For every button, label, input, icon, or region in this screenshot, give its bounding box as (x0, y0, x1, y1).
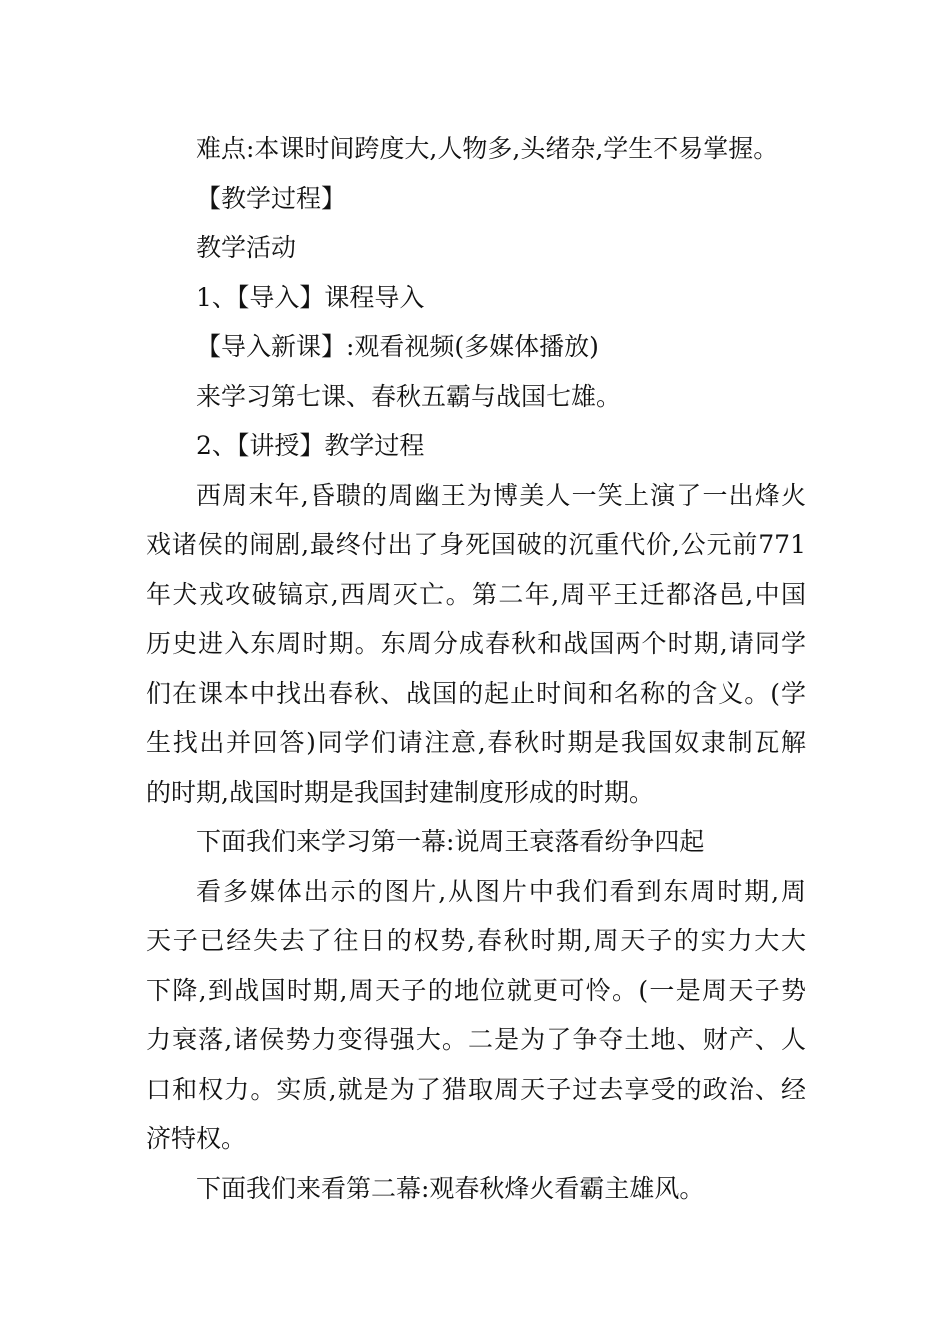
paragraph-line: 的时期,战国时期是我国封建制度形成的时期。 (146, 777, 654, 807)
paragraph-line: 天子已经失去了往日的权势,春秋时期,周天子的实力大大 (146, 926, 806, 955)
act-2-heading: 下面我们来看第二幕:观春秋烽火看霸主雄风。 (196, 1173, 705, 1203)
step-1-heading: 1、【导入】课程导入 (196, 282, 425, 312)
difficulty-line: 难点:本课时间跨度大,人物多,头绪杂,学生不易掌握。 (196, 134, 779, 163)
paragraph-line: 生找出并回答)同学们请注意,春秋时期是我国奴隶制瓦解 (146, 728, 806, 757)
document-body (146, 124, 806, 1213)
section-heading-teaching-process: 【教学过程】 (196, 183, 347, 213)
paragraph-line: 们在课本中找出春秋、战国的起止时间和名称的含义。(学 (146, 678, 806, 708)
paragraph-line: 年犬戎攻破镐京,西周灭亡。第二年,周平王迁都洛邑,中国 (146, 579, 806, 609)
step-2-heading: 2、【讲授】教学过程 (196, 431, 425, 460)
paragraph-line: 济特权。 (146, 1124, 247, 1153)
paragraph-line: 戏诸侯的闹剧,最终付出了身死国破的沉重代价,公元前771 (146, 530, 806, 559)
subheading-teaching-activities: 教学活动 (196, 233, 297, 262)
new-lesson-intro-line: 【导入新课】:观看视频(多媒体播放) (196, 332, 599, 361)
paragraph-line: 下降,到战国时期,周天子的地位就更可怜。(一是周天子势 (146, 975, 806, 1005)
act-1-heading: 下面我们来学习第一幕:说周王衰落看纷争四起 (196, 827, 705, 856)
paragraph-line: 口和权力。实质,就是为了猎取周天子过去享受的政治、经 (146, 1074, 806, 1104)
paragraph-line: 历史进入东周时期。东周分成春秋和战国两个时期,请同学 (146, 629, 806, 658)
lesson-title-line: 来学习第七课、春秋五霸与战国七雄。 (196, 381, 622, 411)
paragraph-line: 看多媒体出示的图片,从图片中我们看到东周时期,周 (196, 876, 806, 906)
paragraph-line: 力衰落,诸侯势力变得强大。二是为了争夺土地、财产、人 (146, 1025, 806, 1054)
paragraph-line: 西周末年,昏聩的周幽王为博美人一笑上演了一出烽火 (196, 480, 806, 510)
